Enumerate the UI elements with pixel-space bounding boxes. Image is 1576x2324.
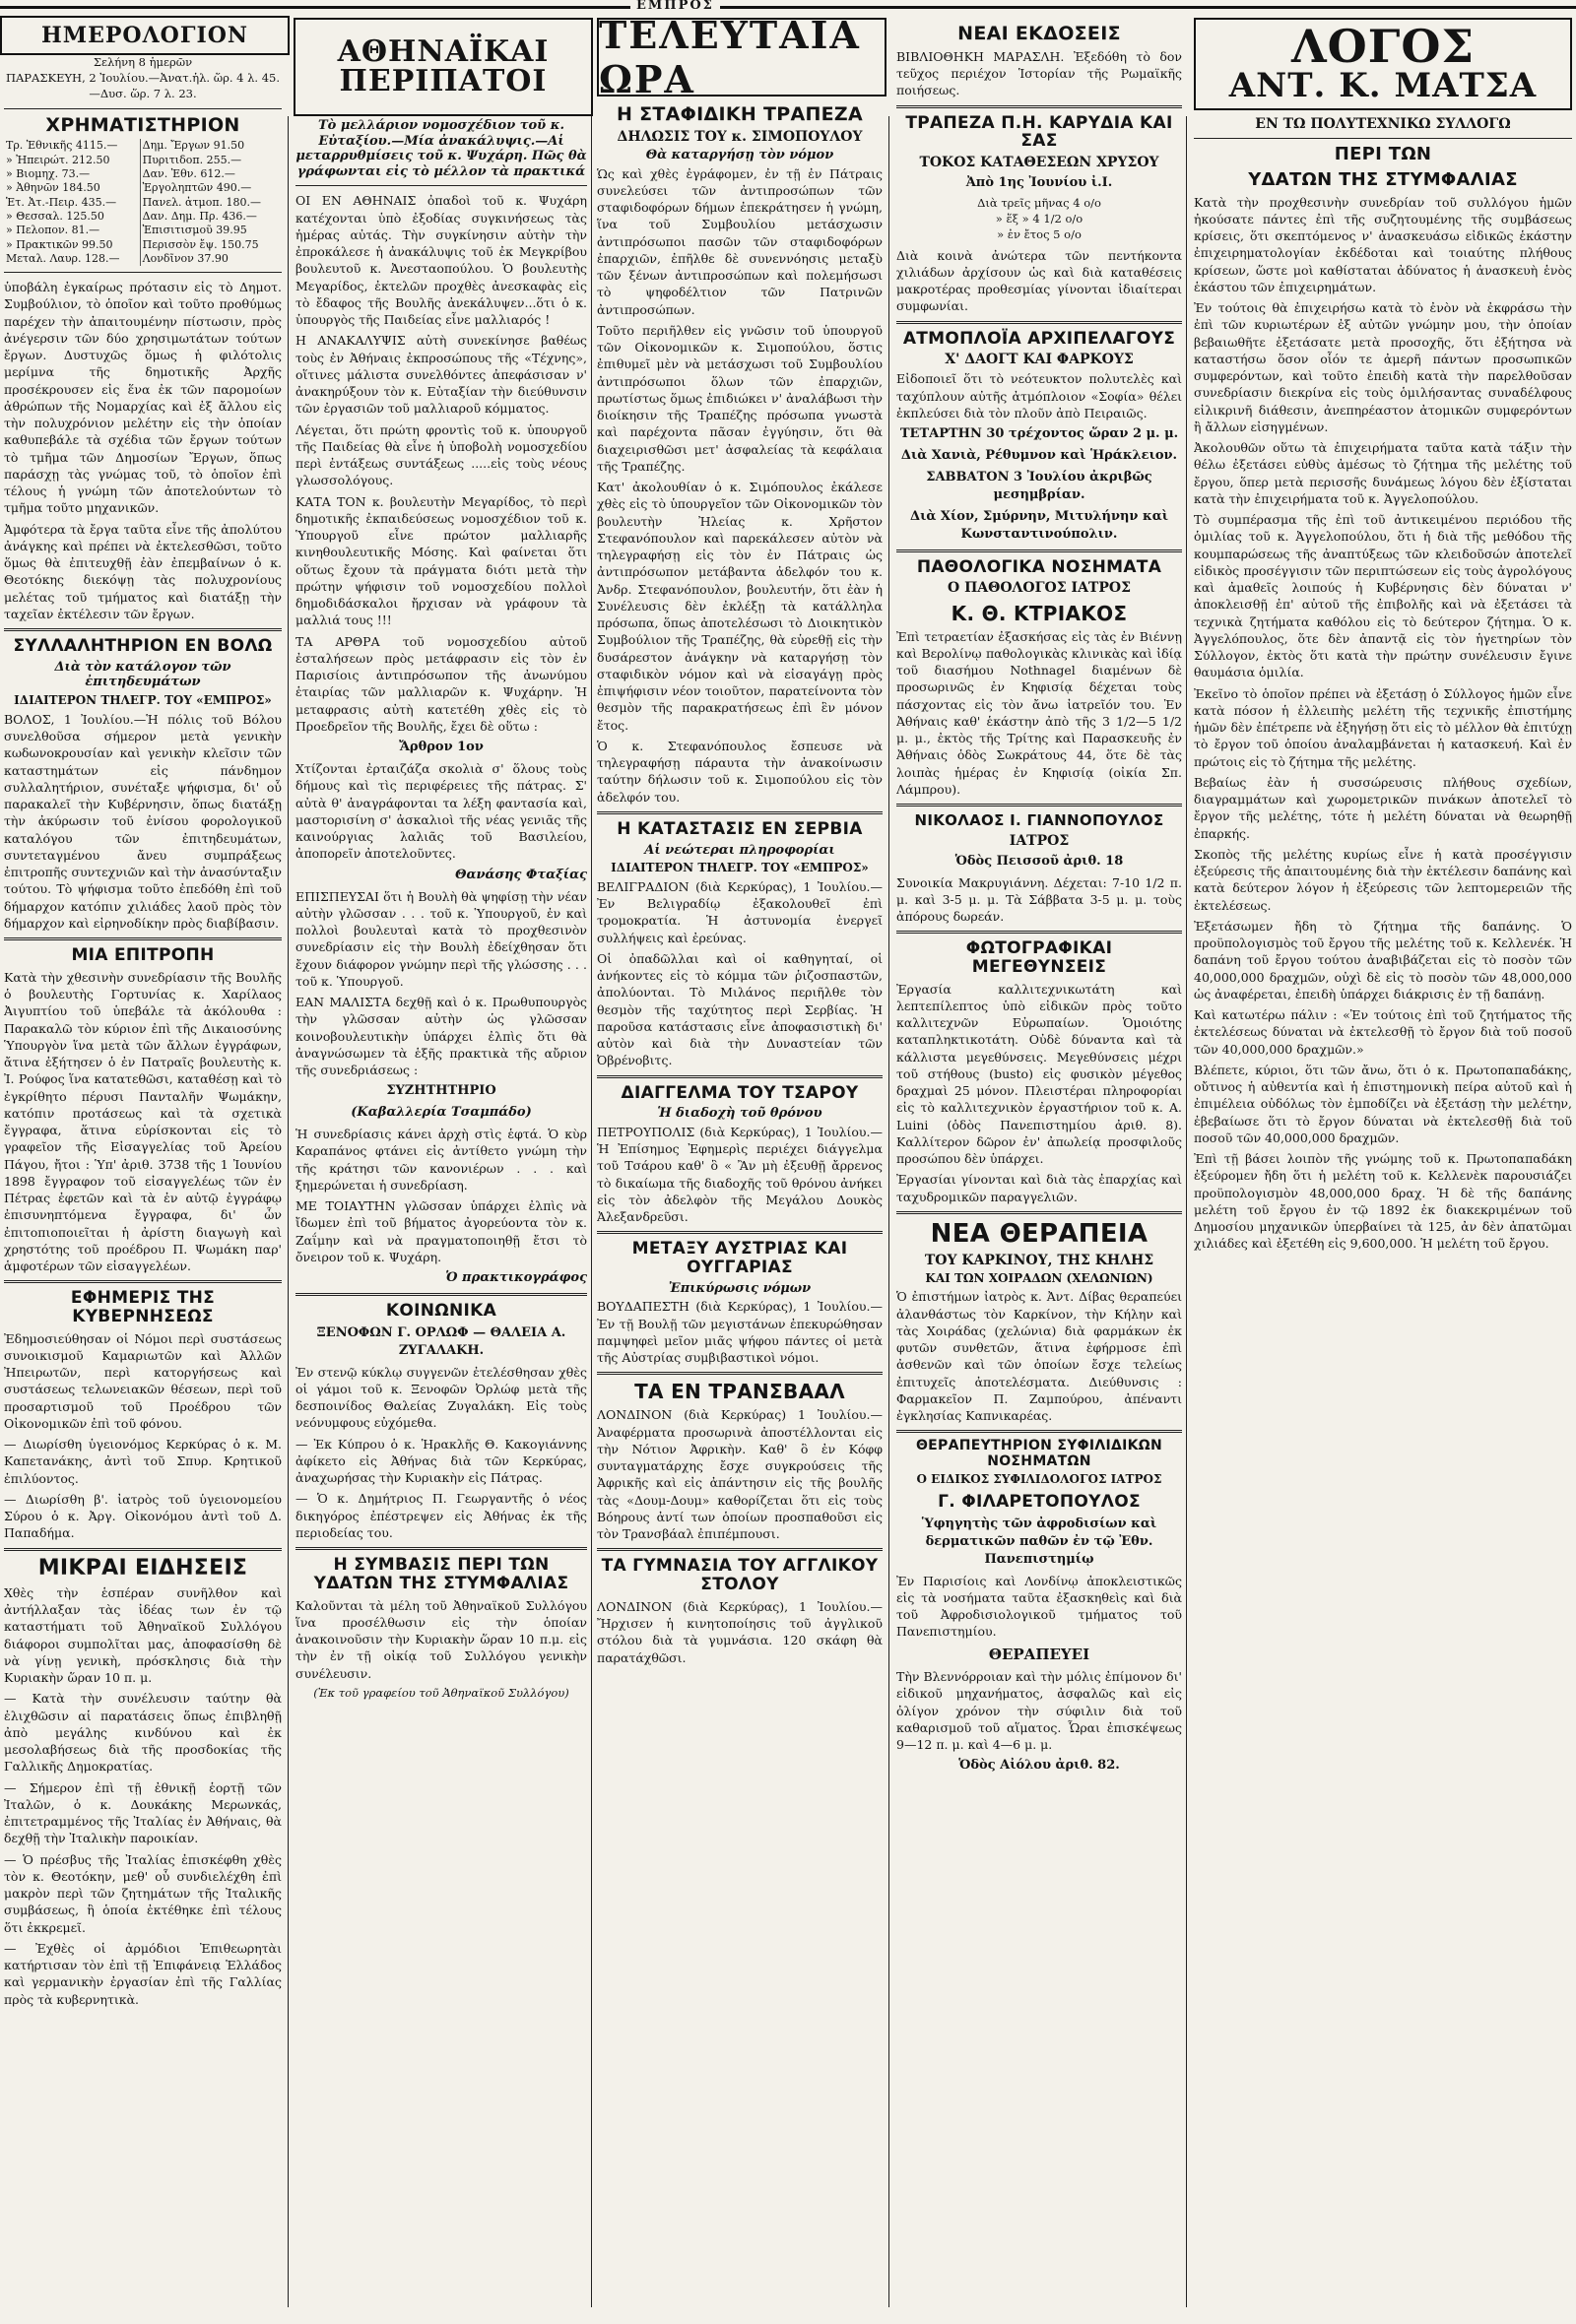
article-paragraph: ΛΟΝΔΙΝΟΝ (διὰ Κερκύρας) 1 Ἰουλίου.—Ἀναφέρματα προσωρινὰ ἀποστέλλονται εἰς τὴν Νότιον Ἀφρικὴν. Καθ' ὃ ἐν Κόφφ συνταγματάρχης ἔσχε συγκρούσεις τῆς Ἀφρικῆς καὶ εἰς ἀπάντησιν εἰς τῆς βουλῆς τὰς «Δουμ-Δουμ» καθορίζεται ὅτι εἰς τοὺς Βόηρους ἀντί των ὁποίων προσπαθοῦσι εἰς τὸν Τρανσβάαλ ἐπιπέμπουσι.: [597, 1407, 883, 1542]
last-hour-box: [597, 13, 886, 101]
article-paragraph: Ἐν τούτοις θὰ ἐπιχειρήσω κατὰ τὸ ἐνὸν νὰ ἐκφράσω τὴν ἐπὶ τῶν κυριωτέρων ἐξ αὐτῶν γνώμην μου, τὴν ὁποίαν βεβαιωθῆτε ἐξετάσατε μετὰ προσοχῆς, ὅτι ἐξήτησα νὰ καταστήσω ὅσον οἷόν τε ἀμερῆ πάντων προσωπικῶν συμφερόντων, καὶ τοῦτο ἐπειδὴ κατὰ τὴν παρελθοῦσαν συνεδρίασιν διεκρίνα εἰς τοὺς ὁμιλήσαντας συναδέλφους εἰλικρινῆ διάθεσιν, ἀνεπηρέαστον ἀτομικῶν συμφερόντων ἢ ἄλλων εἰσηγμένων.: [1194, 300, 1572, 434]
article-paragraph: Οἱ ὀπαδῶλλαι καὶ οἱ καθηγηταί, οἱ ἀνήκοντες εἰς τὸ κόμμα τῶν ῥιζοσπαστῶν, ἀπολύονται. Τὸ Μιλάνος περιῆλθε τὸν θεσμὸν τῆς ταχύτητος περὶ Σερβίας. Ἡ παροῦσα κατάστασις εἶνε ἀποφασιστικὴ δι' αὐτὸν καὶ διὰ τὴν Δυναστείαν τῶν Ὀβρένοβιτς.: [597, 950, 883, 1068]
article-paragraph: Ἐξετάσωμεν ἤδη τὸ ζήτημα τῆς δαπάνης. Ὁ προϋπολογισμὸς τοῦ ἔργου τῆς μελέτης τοῦ κ. Κελλενέκ. Ἡ δαπάνη τοῦ ἔργου τούτου ἀναβιβάζεται εἰς τὸ ποσὸν τῶν 40,000,000 δραχμῶν, οὐχὶ δὲ εἰς τὸ ποσὸν τῶν 48,000,000 ὡς ἀναφέρεται, ἐπειδὴ ὑπάρχει διάκρισις ἐν τῇ δαπάνῃ.: [1194, 918, 1572, 1001]
ephemeris-box: [0, 16, 290, 55]
bank-rate: » ἕξ » 4 1/2 ο/ο: [995, 211, 1084, 226]
article-paragraph: Βλέπετε, κύριοι, ὅτι τῶν ἄνω, ὅτι ὁ κ. Πρωτοπαπαδάκης, οὔτινος ἡ αὐθεντία καὶ ἡ ἐπιστημονικὴ πείρα αὐτοῦ καὶ ἡ ἐπιμέλεια οὐδόλως τὸν ἐμποδίζει νὰ ἐξετάσῃ τὴν μελέτην, ἐβεβαίωσε ὅτι τὸ ἔργον δύναται νὰ ἐκτελεσθῇ διὰ τοῦ ποσοῦ τῶν 40,000,000 δραχμῶν.: [1194, 1062, 1572, 1145]
article-paragraph: Ἀκολουθῶν οὕτω τὰ ἐπιχειρήματα ταῦτα κατὰ τάξιν τὴν θέλω ἐξετάσει εὐθὺς ἀμέσως τὸ ζήτημα τῆς μελέτης τοῦ ἔργου, ὅπερ μετὰ περισσῆς δυνάμεως λόγου δὲν ἐξίσταται κατὰ τὴν ἐπιχειρήματα τοῦ κ. Ἀγγελοπούλου.: [1194, 440, 1572, 506]
article-paragraph: Λέγεται, ὅτι πρώτη φροντὶς τοῦ κ. ὑπουργοῦ τῆς Παιδείας θὰ εἶνε ἡ ὑποβολὴ νομοσχεδίου περὶ ἐντάξεως συντάξεως .....εἰς τοὺς νέους γλωσσολόγους.: [296, 421, 587, 488]
clinic-credentials: Ὑφηγητὴς τῶν ἀφροδισίων καὶ δερματικῶν παθῶν ἐν τῷ Ἐθν. Πανεπιστημίῳ: [921, 1516, 1157, 1567]
headline-serbia: Η ΚΑΤΑΣΤΑΣΙΣ ΕΝ ΣΕΡΒΙΑ: [617, 818, 863, 839]
divider: [4, 1548, 282, 1551]
market-cell: » Βιομηχ. 73.—: [4, 167, 140, 181]
article-paragraph: Χθὲς τὴν ἑσπέραν συνῆλθον καὶ ἀντήλλαξαν τὰς ἰδέας των ἐν τῷ καταστήματι τοῦ Ἀθηναϊκοῦ Συλλόγου διάφοροι συμπολῖται μας, ἀποφασίσθη δὲ νὰ γίνῃ γενικὴ, πρόσκλησις διὰ τὴν Κυριακὴν ὥραν 10 π. μ.: [4, 1584, 282, 1686]
article-paragraph: ΠΕΤΡΟΥΠΟΛΙΣ (διὰ Κερκύρας), 1 Ἰουλίου.—Ἡ Ἐπίσημος Ἐφημερὶς περιέχει διάγγελμα τοῦ Τσάρου καθ' ὃ « Ἂν μὴ ἐξευθῇ ἄρρενος τὸ δικαίωμα τῆς διαδοχῆς τοῦ θρόνου ἀνήκει εἰς τὸν ἀδελφὸν τῆς Μεγάλου Δουκὸς Ἀλεξανδρεῦσι.: [597, 1124, 883, 1225]
clinic-doctor-name: Γ. ΦΙΛΑΡΕΤΟΠΟΥΛΟΣ: [938, 1492, 1141, 1513]
ad-paragraph: ΒΙΒΛΙΟΘΗΚΗ ΜΑΡΑΣΛΗ. Ἐξεδόθη τὸ δον τεῦχος περιέχον Ἱστορίαν τῆς Ρωμαϊκῆς ποιήσεως.: [896, 48, 1182, 98]
newspaper-name: ΕΜΠΡΟΣ: [630, 0, 720, 13]
athens-subheadline: Τὸ μελλάριον νομοσχέδιον τοῦ κ. Εὐταξίου.—Μία ἀνακάλυψις.—Αἱ μεταρρυθμίσεις τοῦ κ. Ψυχάρη. Πῶς θὰ γράφωνται εἰς τὸ μέλλον τὰ πρακτικά: [296, 118, 587, 179]
article-paragraph: — Ὁ κ. Δημήτριος Π. Γεωργαντῆς ὁ νέος δικηγόρος ἐπέστρεψεν εἰς Ἀθήνας ἐκ τῆς περιοδείας του.: [296, 1491, 587, 1540]
headline-government-gazette: ΕΦΗΜΕΡΙΣ ΤΗΣ ΚΥΒΕΡΝΗΣΕΩΣ: [70, 1288, 216, 1326]
shipping-destination: Διὰ Χανιὰ, Ρέθυμνον καὶ Ἡράκλειον.: [900, 448, 1178, 464]
article-paragraph: Η ΑΝΑΚΑΛΥΨΙΣ αὐτὴ συνεκίνησε βαθέως τοὺς ἐν Ἀθήναις ἐκπροσώπους τῆς «Τέχνης», οἵτινες μάλιστα συνελθόντες ἀπεφάσισαν ν' ἀνακηρύξουν τὸν κ. Εὐταξίαν τὴν διεύθυνσιν τῶν ἐργασιῶν τοῦ μαλλιαροῦ κόμματος.: [296, 333, 587, 417]
signature: Ὁ πρακτικογράφος: [445, 1270, 587, 1286]
market-cell: Λονδῖνον 37.90: [142, 251, 229, 265]
column-rule: [591, 116, 592, 2307]
headline-shipping: ΑΤΜΟΠΛΟΪΑ ΑΡΧΙΠΕΛΑΓΟΥΣ: [902, 328, 1176, 349]
divider: [296, 185, 587, 186]
article-paragraph: Βεβαίως ἐὰν ἡ συσσώρευσις πλήθους σχεδίων, διαγραμμάτων καὶ χωρομετρικῶν πινάκων ἀποτελεῖ τὸ ἔργον τῆς μελέτης, τότε ἡ μελέτη δύναται νὰ θεωρηθῇ ἐπαρκής.: [1194, 774, 1572, 841]
headline-austria-hungary: ΜΕΤΑΞΥ ΑΥΣΤΡΙΑΣ ΚΑΙ ΟΥΓΓΑΡΙΑΣ: [631, 1239, 848, 1278]
divider: [597, 1372, 883, 1375]
telegram-label: ΙΔΙΑΙΤΕΡΟΝ ΤΗΛΕΓΡ. ΤΟΥ «ΕΜΠΡΟΣ»: [14, 693, 272, 708]
article-paragraph: ΛΟΝΔΙΝΟΝ (διὰ Κερκύρας), 1 Ἰουλίου.—Ἤρχισεν ἡ κινητοποίησις τοῦ ἀγγλικοῦ στόλου διὰ τὰ γυμνάσια. 120 σκάφη θὰ παρατάχθῶσι.: [597, 1598, 883, 1665]
divider: [597, 1548, 883, 1551]
headline-new-editions: ΝΕΑΙ ΕΚΔΟΣΕΙΣ: [957, 23, 1121, 44]
divider: [4, 937, 282, 940]
signature: (Ἐκ τοῦ γραφείου τοῦ Ἀθηναϊκοῦ Συλλόγου): [313, 1685, 569, 1700]
market-cell: » Ἀθηνῶν 184.50: [4, 181, 140, 195]
market-title: ΧΡΗΜΑΤΙΣΤΗΡΙΟΝ: [45, 113, 240, 136]
headline-short-news: ΜΙΚΡΑΙ ΕΙΔΗΣΕΙΣ: [37, 1555, 248, 1581]
divider: [1194, 138, 1572, 139]
subheadline-law: Θὰ καταργήσῃ τὸν νόμον: [645, 147, 834, 162]
divider: [896, 1211, 1182, 1214]
article-paragraph: Καλοῦνται τὰ μέλη τοῦ Ἀθηναϊκοῦ Συλλόγου ἵνα προσέλθωσιν εἰς τὴν ὁποίαν ἀνακοινοῦσιν τὴν Κυριακὴν ὥραν 10 π.μ. εἰς τὴν ἐν τῇ οἰκίᾳ τοῦ Συλλόγου γενικὴν συνέλευσιν.: [296, 1597, 587, 1681]
bank-interest-title: ΤΟΚΟΣ ΚΑΤΑΘΕΣΕΩΝ ΧΡΥΣΟΥ: [919, 155, 1159, 171]
masthead: [0, 0, 1576, 14]
divider: [597, 1231, 883, 1234]
headline-currant-bank: Η ΣΤΑΦΙΔΙΚΗ ΤΡΑΠΕΖΑ: [616, 103, 864, 125]
social-names: ΞΕΝΟΦΩΝ Γ. ΟΡΛΩΦ — ΘΑΛΕΙΑ Α. ΖΥΓΑΛΑΚΗ.: [316, 1324, 566, 1358]
market-row: [4, 139, 282, 153]
article-paragraph: ΒΟΛΟΣ, 1 Ἰουλίου.—Ἡ πόλις τοῦ Βόλου συνελθοῦσα σήμερον μετὰ γενικὴν κωδωνοκρουσίαν καὶ γενικὴν κλεῖσιν τῶν καταστημάτων εἰς πάνδημον συλλαλητήριον, συνέταξε ψήφισμα, δι' οὗ παρακαλεῖ τὴν Κυβέρνησιν, ὅπως διατάξῃ τὴν ἀκύρωσιν τοῦ ἐνίσου φορολογικοῦ καταλόγου τῶν ἐπιτηδευμάτων, συντεταγμένου ἄνευ συμπράξεως ἐπιτροπῆς συντεχνιῶν καὶ τὴν ἀνασύνταξιν τούτου. Τὸ ψήφισμα τοῦτο ἐπεδόθη ἐπὶ τοῦ δήμαρχον κατόπιν χιλιάδες λαοῦ πρὸς τὸν δήμαρχον καὶ εἰρηνοδίκην πρὸς διαβίβασιν.: [4, 711, 282, 931]
article-paragraph: Τοῦτο περιῆλθεν εἰς γνῶσιν τοῦ ὑπουργοῦ τῶν Οἰκονομικῶν κ. Σιμοπούλου, ὅστις ἐπιθυμεῖ μὲν νὰ μετάσχωσι τοῦ Συμβουλίου ἀντιπρόσωποι ὅλων τῶν ἐπαρχιῶν, πρωτίστως ὅμως ἐπιδιώκει ν' ἀναλάβωσι τὴν διοίκησιν τῆς Τραπέζης πρόσωπα γνωστὰ καὶ παρέχοντα πᾶσαν ἐγγύησιν, ὅτι θὰ διαχειρισθῶσι μετ' ἀσφαλείας τὰ κεφάλαια τῆς Τραπέζης.: [597, 322, 883, 474]
ad-paragraph: Εἰδοποιεῖ ὅτι τὸ νεότευκτον πολυτελὲς καὶ ταχύπλουν αὐτῆς ἀτμόπλοιον «Σοφία» θέλει ἐκπλεύσει διὰ τὸν πλοῦν ἀπὸ Πειραιῶς.: [896, 371, 1182, 420]
article-title: Ἄρθρον 1ον: [399, 740, 484, 755]
headline-clinic: ΘΕΡΑΠΕΥΤΗΡΙΟΝ ΣΥΦΙΛΙΔΙΚΩΝ ΝΟΣΗΜΑΤΩΝ: [915, 1438, 1163, 1469]
article-paragraph: Κατ' ἀκολουθίαν ὁ κ. Σιμόπουλος ἐκάλεσε χθὲς εἰς τὸ ὑπουργεῖον τῶν Οἰκονομικῶν τὸν βουλευτὴν Ἠλείας κ. Χρῆστον Στεφανόπουλον καὶ παρεκάλεσεν αὐτὸν νὰ τηλεγραφήσῃ εἰς τὸν ἐν Πάτραις ὡς ἀντιπρόσωπον μετάβαντα ἀδελφόν του κ. Ἀνδρ. Στεφανόπουλον, βουλευτήν, ὅτι ἐὰν ἡ Συνέλευσις δὲν ἐκλέξῃ τὰ κατάλληλα πρόσωπα, ὅπως ἀποτελέσωσι τὸ Διοικητικὸν Συμβούλιον τῆς Τραπέζης, θὰ εὑρεθῇ εἰς τὴν δυσάρεστον ἀνάγκην νὰ καταργήσῃ τὸν σταφιδικὸν νόμον καὶ νὰ εἰσαγάγῃ πρὸς ἐπιψήφισιν νέον τοιοῦτον, παρατείνοντα τὸν θεσμὸν τῆς παρακρατήσεως ἐπὶ ἓν μόνον ἔτος.: [597, 480, 883, 733]
column-rule: [288, 116, 289, 2307]
therapy-subtitle: ΤΟΥ ΚΑΡΚΙΝΟΥ, ΤΗΣ ΚΗΛΗΣ: [924, 1252, 1154, 1268]
market-cell: Ἐργοληπτῶν 490.—: [142, 181, 252, 195]
market-cell: Μεταλ. Λαυρ. 128.—: [4, 252, 140, 266]
article-paragraph: Ὡς καὶ χθὲς ἐγράφομεν, ἐν τῇ ἐν Πάτραις συνελεύσει τῶν ἀντιπροσώπων τῶν σταφιδοφόρων δήμων ἐπεκράτησεν ἡ γνώμη, ἵνα τοῦ Συμβουλίου μετάσχωσιν ἀντιπρόσωποι πασῶν τῶν σταφιδοφόρων ἐπαρχιῶν, ἐπῆλθε δὲ συνεννόησις μεταξὺ τῶν ξένων ἀντιπροσώπων καὶ πολεμήσωσι τὸ ψηφοδέλτιον τῶν Πατρινῶν ἀντιπροσώπων.: [597, 165, 883, 317]
subheadline-tsar: Ἡ διαδοχὴ τοῦ θρόνου: [657, 1106, 822, 1122]
subheadline-austria: Ἐπικύρωσις νόμων: [668, 1280, 812, 1296]
article-paragraph: — Ἐκ Κύπρου ὁ κ. Ἡρακλῆς Θ. Κακογιάννης ἀφίκετο εἰς Ἀθήνας διὰ τῶν Κερκύρας, ἀναχωρήσας τὴν Κυριακὴν εἰς Πάτρας.: [296, 1436, 587, 1486]
market-row: [4, 154, 282, 167]
headline-transvaal: ΤΑ ΕΝ ΤΡΑΝΣΒΑΑΛ: [634, 1380, 845, 1404]
article-paragraph: Ἐν στενῷ κύκλῳ συγγενῶν ἐτελέσθησαν χθὲς οἱ γάμοι τοῦ κ. Ξενοφῶν Ὀρλώφ μετὰ τῆς δεσποινίδος Θαλείας Ζυγαλάκη. Εἰς τοὺς νεόνυμφους εὐχόμεθα.: [296, 1364, 587, 1431]
doctor-name: Κ. Θ. ΚΤΡΙΑΚΟΣ: [951, 601, 1128, 625]
market-cell: » Πρακτικῶν 99.50: [4, 238, 140, 252]
ad-paragraph: Τὴν Βλεννόρροιαν καὶ τὴν μόλις ἐπίμονον δι' εἰδικοῦ μηχανήματος, ἀσφαλῶς καὶ εἰς ὀλίγον χρόνον τὴν σύφιλιν διὰ τοῦ καθαρισμοῦ τοῦ αἵματος. Ὧραι ἐπισκέψεως 9—12 π. μ. καὶ 4—6 μ. μ.: [896, 1669, 1182, 1753]
bank-rate: » ἐν ἔτος 5 ο/ο: [997, 226, 1082, 241]
headline-last-hour: ΤΕΛΕΥΤΑΙΑ ΩΡΑ: [599, 13, 861, 101]
ad-paragraph: Ἐν Παρισίοις καὶ Λονδίνῳ ἀποκλειστικῶς εἰς τὰ νοσήματα ταῦτα ἐξασκηθεὶς καὶ διὰ τοῦ Ἀφροδισιολογικοῦ τμήματος τοῦ Πανεπιστημίου.: [896, 1573, 1182, 1640]
headline-tsar: ΔΙΑΓΓΕΛΜΑ ΤΟΥ ΤΣΑΡΟΥ: [621, 1082, 859, 1103]
bank-date: Ἀπὸ 1ης Ἰουνίου ἰ.Ι.: [965, 175, 1113, 191]
subheadline-declaration: ΔΗΛΩΣΙΣ ΤΟΥ κ. ΣΙΜΟΠΟΥΛΟΥ: [617, 128, 863, 145]
ephemeris-moon: Σελήνη 8 ἡμερῶν: [93, 55, 193, 69]
article-paragraph: Ἀμφότερα τὰ ἔργα ταῦτα εἶνε τῆς ἀπολύτου ἀνάγκης καὶ πρέπει νὰ ἐκτελεσθῶσι, τοῦτο ὅμως θὰ ἐπιτευχθῇ ἐὰν ἐπεμβαίνων ὁ κ. Θεοτόκης διεκόψῃ τὰς πολυχρονίους μελέτας τοῦ τμήματος καὶ διατάξῃ τὴν ταχεῖαν ἐκτέλεσιν τῶν ἔργων.: [4, 521, 282, 621]
doctor-address: Ὁδὸς Πεισσοῦ ἀριθ. 18: [954, 853, 1124, 869]
article-paragraph: Καὶ κατωτέρω πάλιν : «Ἐν τούτοις ἐπὶ τοῦ ζητήματος τῆς ἐκτελέσεως δύναται νὰ ἐκτελεσθῇ τὸ ἔργον διὰ τοῦ ποσοῦ τῶν 40,000,000 δραχμῶν.»: [1194, 1007, 1572, 1057]
column-5: [1194, 18, 1572, 1257]
market-cell: Πανελ. ἀτμοπ. 180.—: [142, 195, 262, 209]
article-paragraph: Κατὰ τὴν προχθεσινὴν συνεδρίαν τοῦ συλλόγου ἡμῶν ἠκούσατε πάντες ἐπὶ τῆς συζητουμένης τῆς συμβάσεως κρίσεις, ὅτι σκεπτόμενος ν' ἀνασκευάσω εἰδικῶς ἑκάστην ἐπιχειρηματολογίαν ἐκδέδοται καὶ τοιαύτης πλήθους κρίσεων, ὥστε μοὶ καθίσταται ἀδύνατος ἡ ἀνασκευὴ ἑνὸς ἑκάστου τῶν ἐπιχειρημάτων.: [1194, 194, 1572, 294]
article-paragraph: ΚΑΤΑ ΤΟΝ κ. βουλευτὴν Μεγαρίδος, τὸ περὶ δημοτικῆς ἐκπαιδεύσεως νομοσχέδιον τοῦ κ. Ὑπουργοῦ εἶνε πρώτον μαλλιαρῆς κινηθουλευτικῆς Μόσης. Καὶ φαίνεται ὅτι οὕτως ἔχουν τὰ πράγματα διότι μετὰ τὴν πρώτην ψήφισιν τοῦ νομοσχεδίου πολλοὶ δημοδιδάσκαλοι ἤρχισαν νὰ γράφουν τὰ μαλλιά τους !!!: [296, 493, 587, 628]
pathology-subtitle: Ο ΠΑΘΟΛΟΓΟΣ ΙΑΤΡΟΣ: [948, 580, 1131, 597]
doctor-title: ΙΑΤΡΟΣ: [1009, 832, 1070, 849]
market-cell: » Ἠπειρώτ. 212.50: [4, 154, 140, 167]
divider: [896, 804, 1182, 807]
headline-committee: ΜΙΑ ΕΠΙΤΡΟΠΗ: [71, 945, 215, 966]
clinic-address: Ὁδὸς Αἰόλου ἀριθ. 82.: [958, 1758, 1120, 1774]
subheadline-volos: Διὰ τὸν κατάλογον τῶν ἐπιτηδευμάτων: [54, 659, 231, 690]
article-paragraph: Χτίζονται ἐρταιζάζα σκολιὰ σ' ὅλους τοὺς δήμους καὶ τὶς περιφέρειες τῆς πάτρας. Σ' αὐτὰ θ' ἀναγράφονται τα λέξη φαντασία καὶ, μαστορισίνη σ' ἀσκαλιοὶ τῆς νέας γενιᾶς τῆς καινούργιας λαλιᾶς τοῦ Βασιλείου, ἀποπορεῖν ἀποτελοῦντες.: [296, 761, 587, 862]
telegram-label: ΙΔΙΑΙΤΕΡΟΝ ΤΗΛΕΓΡ. ΤΟΥ «ΕΜΠΡΟΣ»: [611, 861, 869, 875]
headline-therapy: ΝΕΑ ΘΕΡΑΠΕΙΑ: [930, 1218, 1149, 1249]
article-paragraph: — Διωρίσθη ὑγειονόμος Κερκύρας ὁ κ. Μ. Καπετανάκης, ἀντὶ τοῦ Σπυρ. Κρητικοῦ ἐπιλύοντος.: [4, 1437, 282, 1486]
market-row: [4, 252, 282, 266]
column-rule: [1186, 116, 1187, 2307]
divider: [896, 1430, 1182, 1433]
article-paragraph: Ἡ συνεδρίασις κάνει ἀρχὴ στὶς ἑφτά. Ὁ κὺρ Καραπάνος φτάνει εἰς ἀντίθετο γνώμη τὴν τῆς κράτησι τῶν κανονιέρων . . . καὶ ξημερώνεται ἡ συνεδρίαση.: [296, 1127, 587, 1193]
market-cell: Δημ. Ἔργων 91.50: [142, 139, 245, 153]
divider: [4, 108, 282, 109]
therapy-subtitle: ΚΑΙ ΤΩΝ ΧΟΙΡΑΔΩΝ (ΧΕΛΩΝΙΩΝ): [925, 1270, 1153, 1285]
ad-paragraph: Ὁ ἐπιστήμων ἰατρὸς κ. Ἀντ. Δίβας θεραπεύει ἀλανθάστως τὸν Καρκίνον, τὴν Κήλην καὶ τὰς Χοιράδας (χελώνια) διὰ φαρμάκων ἐκ φυτῶν συνθετῶν, ἅτινα ἐφήρμοσε ἐπὶ ἀσθενῶν καὶ τῶν ὁποίων ἔσχε τελείως ἐπιτυχεῖς ἀποτελέσματα. Διεύθυνσις : Φαρμακεῖον Π. Ζαμπούρου, ἀπέναντι ἐγκλησίας Καπνικαρέας.: [896, 1289, 1182, 1424]
market-row: [4, 196, 282, 210]
market-cell: Ἑτ. Ἀτ.-Πειρ. 435.—: [4, 196, 140, 210]
speech-header-box: [1194, 18, 1572, 110]
article-paragraph: — Κατὰ τὴν συνέλευσιν ταύτην θὰ ἐλιχθῶσιν αἱ παρατάσεις ὅπως ἐπιβληθῇ ἀπὸ μεγάλης κινδύνου καὶ ἐκ μεσολαβήσεως διὰ τῆς προσδοκίας τῆς Γαλλικῆς Δημοκρατίας.: [4, 1691, 282, 1775]
market-row: [4, 224, 282, 237]
article-paragraph: ΕΑΝ ΜΑΛΙΣΤΑ δεχθῇ καὶ ὁ κ. Πρωθυπουργὸς τὴν γλῶσσαν αὐτὴν ὡς γλῶσσαν κοινοβουλευτικὴν ὑπάρχει ἐλπὶς ὅτι θὰ ἀναγνώσωμεν τὰ ἑξῆς πρακτικὰ τῆς αὔριον τῆς συνεδριάσεως :: [296, 995, 587, 1077]
article-paragraph: Ἐπὶ τῇ βάσει λοιπὸν τῆς γνώμης τοῦ κ. Πρωτοπαπαδάκη ἐξεύρομεν ἤδη ὅτι ἡ μελέτη τοῦ κ. Κελλενὲκ παρουσιάζει προϋπολογισμὸν 48,000,000 δραχ. Ἡ δὲ τῆς δαπάνης μελέτη τοῦ ἔργου ἐν τῷ 1892 ἐκ διακεκριμένων τοῦ Δημοσίου μηχανικῶν ὑπερβαίνει τὰ 125, ἀν δὲν ἀπατῶμαι χιλιάδες καὶ ἐξετέθη εἰς 9,600,000. Ἡ μελέτη τοῦ ἔργου.: [1194, 1151, 1572, 1252]
article-paragraph: ὑποβάλη ἐγκαίρως πρότασιν εἰς τὸ Δημοτ. Συμβούλιον, τὸ ὁποῖον καὶ τοῦτο προθύμως παρέχεν τὴν ἀπαιτουμένην πίστωσιν, πρὸς ἀνέγερσιν τῶν δύο χρησιμωτάτων τούτων ἔργων. Δυστυχῶς ὅμως ἡ φιλότολις μερίμνα τῆς δημοτικῆς Ἀρχῆς προσέκρουσεν εἰς ἕνα ἐκ τῶν παρομοίων ἀθρώπων τῆς Νομαρχίας καὶ ἐξ ἄλλου εἰς τὴν πολυχρόνιον μελέτην εἰς τὴν ὁποίαν καθυπεβάλε τὰ σχέδια τῶν ἔργων τούτων τὸ τμῆμα τῶν Δημοσίων Ἔργων, ὅπως παράσχῃ τὰς γνώμας τοῦ, τὸ ὁποῖον ἐπὶ τέλους ἡ γνώμη τῶν ἀποτελούντων τὸ τμῆμα τοῦτο μηχανικῶν.: [4, 280, 282, 516]
headline-fleet: ΤΑ ΓΥΜΝΑΣΙΑ ΤΟΥ ΑΓΓΛΙΚΟΥ ΣΤΟΛΟΥ: [601, 1556, 879, 1595]
divider: [4, 272, 282, 273]
divider: [896, 105, 1182, 108]
article-paragraph: — Ὁ πρέσβυς τῆς Ἰταλίας ἐπισκέφθη χθὲς τὸν κ. Θεοτόκην, μεθ' οὗ συνδιελέχθη ἐπὶ μακρὸν περὶ τῶν ζητημάτων τῆς Ἰταλικῆς συμβάσεως, ἣ ὁποία ἐκτέθηκε ἐπὶ τέλους ὅτι ἐκκρεμεῖ.: [4, 1851, 282, 1935]
speech-topic: ΠΕΡΙ ΤΩΝ: [1334, 144, 1432, 165]
headline-pathology: ΠΑΘΟΛΟΓΙΚΑ ΝΟΣΗΜΑΤΑ: [916, 556, 1162, 577]
market-cell: Περισσὸν ἔψ. 150.75: [142, 237, 259, 251]
divider: [4, 628, 282, 631]
market-cell: » Θεσσαλ. 125.50: [4, 210, 140, 224]
ad-paragraph: Διὰ κοινὰ ἀνώτερα τῶν πεντήκοντα χιλιάδων ἀρχίσουν ὡς καὶ διὰ καταθέσεις μακροτέρας προθεσμίας γίνονται ἰδιαίτεραι συμφωνίαι.: [896, 247, 1182, 314]
market-table: [4, 139, 282, 266]
market-row: [4, 181, 282, 195]
headline-athens: ΑΘΗΝΑΪΚΑΙ ΠΕΡΙΠΑΤΟΙ: [337, 34, 550, 98]
divider: [597, 1075, 883, 1078]
headline-convention: Η ΣΥΜΒΑΣΙΣ ΠΕΡΙ ΤΩΝ ΥΔΑΤΩΝ ΤΗΣ ΣΤΥΜΦΑΛΙΑΣ: [313, 1555, 569, 1593]
clinic-treats: ΘΕΡΑΠΕΥΕΙ: [988, 1645, 1090, 1663]
article-paragraph: Σκοπὸς τῆς μελέτης κυρίως εἶνε ἡ κατὰ προσέγγισιν ἐξεύρεσις τῆς ἀπαιτουμένης διὰ τὴν ἐκτέλεσιν δαπάνης καὶ κατὰ δεύτερον λόγον ἡ ἐξεύρεσις τῶν λεπτομερειῶν τῆς ἐκτελέσεως.: [1194, 846, 1572, 913]
article-paragraph: Ὁ κ. Στεφανόπουλος ἔσπευσε νὰ τηλεγραφήσῃ πάραυτα τὴν ἀνακοίνωσιν ταύτην δήλωσιν τοῦ κ. Σιμοπούλου εἰς τὸν ἀδελφόν του.: [597, 738, 883, 805]
article-paragraph: ΕΠΙΣΠΕΥΣΑΙ ὅτι ἡ Βουλὴ θὰ ψηφίσῃ τὴν νέαν αὐτὴν γλῶσσαν . . . τοῦ κ. Ὑπουργοῦ, ἐν καὶ πολλοὶ βουλευταὶ κατὰ τὸ προχθεσινὸν συνεδρίασιν εἰς τὴν Βουλὴ ἐδείχθησαν ὅτι ἔχουν διάφορον γνώμην περὶ τῆς γλώσσης . . . τοῦ κ. Ὑπουργοῦ.: [296, 888, 587, 989]
article-paragraph: Τὸ συμπέρασμα τῆς ἐπὶ τοῦ ἀντικειμένου περιόδου τῆς ὁμιλίας τοῦ κ. Ἀγγελοπούλου, ὅτι ἡ διὰ τῆς μεθόδου τῆς κουμπαρώσεως τῆς ἀναπτύξεως τῶν κλειδοῦσών ἀποτελεῖ εἰδικὸς προσέγγισιν τῶν περιπτώσεων εἰς τοὺς ἀγρολόγους καὶ ἀμαθεῖς λοιπούς ἡ Κυβέρνησις δὲν δύναται ν' ἀποκλεισθῇ ἐπ' αὐτοῦ τῆς ἐπιβολῆς καὶ νὰ ἐξετάσει τὰ τεχνικὰ ζητήματα καθόλου εἰς τὸ δεύτερον ζήτημα. Ὁ κ. Ἀγγελόπουλος, ὅτε δὲν ἀπαντᾷ εἰς τὸν ἡγετηρίων τὸν Σύλλογον, ἐκτὸς ὅτι κατὰ τὴν πρώτην συνέλευσιν ἔγινε θαυμάσια ὁμιλία.: [1194, 512, 1572, 680]
article-paragraph: — Διωρίσθη β'. ἰατρὸς τοῦ ὑγειονομείου Σύρου ὁ κ. Ἀργ. Οἰκονόμου ἀντὶ τοῦ Δ. Παπαδήμα.: [4, 1491, 282, 1541]
article-paragraph: Κατὰ τὴν χθεσινὴν συνεδρίασιν τῆς Βουλῆς ὁ βουλευτὴς Γορτυνίας κ. Χαρίλαος Ἀιγυπτίου τοῦ ὑπεβάλε τὰ ἀκόλουθα : Παρακαλῶ τὸν κύριον ἐπὶ τῆς Δικαιοσύνης Ὑπουργὸν ἵνα μετὰ τῶν ἄλλων ἐγγράφων, ἄτινα ἐξήτησεν ὁ ἐν Πατραῖς βουλευτὴς κ. Ἰ. Ρούφος ἵνα κατατεθῶσι, καταθέσῃ καὶ τὸ ἐγκρίθητο πέρυσι Πανταλῆν Ψωμάκην, κατόπιν προτάσεως καὶ τὰ σχετικὰ ἔγγραφα, ἅτινα εὑρίσκονται εἰς τὸ γραφεῖον τῆς Εἰσαγγελίας τοῦ Ἀρείου Πάγου, ἤτοι : Ὑπ' ἀριθ. 3738 τῆς 1 Ἰουνίου 1898 ἔγγραφον τοῦ εἰσαγγελέως τῶν ἐν Πέτρας ἐφετῶν καὶ τὰ ἐν αὐτῷ ἐγγράφῳ ἐπισυνηπτόμενα ἔγγραφα, δι' ὧν ἐπιτοπιοποιεῖται ἡ ἀρίστη διαγωγὴ καὶ χρηστότης τοῦ προέδρου Π. Ψωμάκη παρ' ἁμφοτέρων τῶν εἰσαγγελέων.: [4, 969, 282, 1273]
market-cell: Δαν. Ἐθν. 612.—: [142, 167, 235, 181]
divider: [896, 931, 1182, 934]
subheadline-serbia: Αἱ νεώτεραι πληροφορίαι: [644, 842, 835, 858]
shipping-departure: ΤΕΤΑΡΤΗΝ 30 τρέχοντος ὥραν 2 μ. μ.: [899, 426, 1179, 442]
signature: Θανάσης Φταξίας: [455, 867, 587, 882]
headline-bank-ad: ΤΡΑΠΕΖΑ Π.Η. ΚΑΡΥΔΙΑ ΚΑΙ ΣΑΣ: [905, 112, 1173, 152]
clinic-subtitle: Ο ΕΙΔΙΚΟΣ ΣΥΦΙΛΙΔΟΛΟΓΟΣ ΙΑΤΡΟΣ: [916, 1472, 1162, 1487]
ad-paragraph: Ἐργασίαι γίνονται καὶ διὰ τὰς ἐπαρχίας καὶ ταχυδρομικῶν παραγγελιῶν.: [896, 1172, 1182, 1204]
divider: [896, 549, 1182, 552]
ad-paragraph: Συνοικία Μακρυγιάννη. Δέχεται: 7-10 1/2 π. μ. καὶ 3-5 μ. μ. Τὰ Σάββατα 3-5 μ. μ. τοὺς ἀπόρους δωρεάν.: [896, 874, 1182, 925]
market-row: [4, 238, 282, 252]
article-paragraph: ΒΕΛΙΓΡΑΔΙΟΝ (διὰ Κερκύρας), 1 Ἰουλίου.—Ἐν Βελιγραδίῳ ἐξακολουθεῖ ἐπὶ τρομοκρατία. Ἡ ἀστυνομία ἐνεργεῖ συλλήψεις καὶ ἐρεύνας.: [597, 878, 883, 945]
divider: [296, 1293, 587, 1296]
market-cell: Δαν. Δημ. Πρ. 436.—: [142, 209, 257, 223]
article-paragraph: — Ἐχθὲς οἱ ἀρμόδιοι Ἐπιθεωρητὰι κατήρτισαν τὸν ἐπὶ τῇ Ἐπιφάνειᾳ Ἑλλάδος καὶ γερμανικὴν ἐργασίαν ἐπὶ τῆς Γαλλίας πρὸς τὰ κυβερνητικὰ.: [4, 1940, 282, 2007]
bank-rate: Διὰ τρεῖς μῆνας 4 ο/ο: [977, 196, 1101, 211]
speech-author: ΑΝΤ. Κ. ΜΑΤΣΑ: [1228, 66, 1538, 105]
speech-venue: ΕΝ ΤΩ ΠΟΛΥΤΕΧΝΙΚΩ ΣΥΛΛΟΓΩ: [1255, 116, 1511, 132]
column-4: [896, 18, 1182, 1778]
masthead-rule: [0, 6, 1576, 9]
market-row: [4, 210, 282, 224]
headline-doctor: ΝΙΚΟΛΑΟΣ Ι. ΓΙΑΝΝΟΠΟΥΛΟΣ: [914, 811, 1164, 830]
market-row: [4, 167, 282, 181]
market-cell: Τρ. Ἐθνικῆς 4115.—: [4, 139, 140, 153]
section-subtitle: (Καβαλλερία Τσαμπάδο): [351, 1105, 532, 1121]
divider: [4, 1280, 282, 1283]
speech-title: ΛΟΓΟΣ: [1290, 20, 1475, 73]
shipping-departure: ΣΑΒΒΑΤΟΝ 3 Ἰουλίου ἀκριβῶς μεσημβρίαν.: [926, 470, 1152, 502]
column-1: [4, 55, 282, 2012]
ad-paragraph: Ἐργασία καλλιτεχνικωτάτη καὶ λεπτεπίλεπτος ὑπὸ εἰδικῶν πρὸς τοῦτο καλλιτεχνῶν Εὐρωπαίων. Ὁμοιότης καταπληκτικοτάτη. Οὐδὲ δύναντα καὶ τὰ κάλλιστα μεγεθύνσεις. Μεγεθύνσεις μέχρι τοῦ στήθους (busto) εἰς φυσικὸν μέγεθος δραχμαὶ 25 μόνον. Πλειστέραι πληροφορίαι εἰς τὸ καλλιτεχνικὸν ἐργαστήριον τοῦ κ. Α. Luini (ὁδὸς Πανεπιστημίου ἀριθ. 8). Καλλίτερον δῶρον ἐν' ἀπωλείᾳ προσφιλοῦς προσώπου δὲν ὑπάρχει.: [896, 981, 1182, 1167]
ad-paragraph: Ἐπὶ τετραετίαν ἐξασκήσας εἰς τὰς ἐν Βιέννῃ καὶ Βερολίνῳ παθολογικὰς κλινικὰς καὶ ἰδίᾳ τοῦ διασήμου Nothnagel διαμένων δὲ προσωρινῶς ἐν Κηφισίᾳ δέχεται τοὺς πάσχοντας εἰς τὸν ἄνω ἰατρεῖόν του. Ἐν Ἀθήναις καθ' ἑκάστην ἀπὸ τῆς 3 1/2—5 1/2 μ. μ., ἐκτὸς τῆς Τρίτης καὶ Παρασκευῆς ἐν Ἀθήναις ὁδὸς Σωκράτους 44, ὅτε δὲ τὰς λοιπὰς ἡμέρας ἐν Κηφισίᾳ (οἰκία Σπ. Λάμπρου).: [896, 628, 1182, 797]
headline-social: ΚΟΙΝΩΝΙΚΑ: [385, 1301, 497, 1322]
article-paragraph: Ἐκεῖνο τὸ ὁποῖον πρέπει νὰ ἐξετάσῃ ὁ Σύλλογος ἡμῶν εἶνε κατὰ πόσον ἡ ἐλλειπὴς μελέτη τῆς τεχνικῆς ἐπιστήμης ἡμῶν δὲν ἐπέτρεπε νὰ ἐξηγήσῃ ὅτι εἰς τὸ μέλλον θὰ ἐπιτύχῃ τὸ ἔργον τοῦ ὁποίου ἀναλαμβάνεται ἡ κατασκευή. Καὶ ἐν πρώτοις εἰς τὸ ζήτημα τῆς μελέτης.: [1194, 685, 1572, 769]
divider: [896, 321, 1182, 324]
athens-headline-box: [294, 18, 593, 116]
speech-topic: ΥΔΑΤΩΝ ΤΗΣ ΣΤΥΜΦΑΛΙΑΣ: [1248, 168, 1518, 190]
market-cell: » Πελοπον. 81.—: [4, 224, 140, 237]
article-paragraph: ΟΙ ΕΝ ΑΘΗΝΑΙΣ ὀπαδοὶ τοῦ κ. Ψυχάρη κατέχονται ὑπὸ ἐξοδίας συγκινήσεως τὰς ἡμέρας αὐτάς. Τὴν συγκίνησιν αὐτὴν τὴν ἐπροκάλεσε ἡ ἀνακάλυψις τοῦ ἐκ Μεγκρίβου βουλευτοῦ κ. Ἀνεσταοπούλου. Ὁ βουλευτὴς Μεγαρίδος, ἐκτελῶν προχθὲς ἀνεσκαφὰς εἰς τὸ ἔδαφος τῆς Βουλῆς ἀνεκάλυψεν...ὅτι ὁ κ. ὑπουργὸς τῆς Παιδείας εἶνε μαλλιαρός !: [296, 193, 587, 328]
column-2: [296, 116, 587, 1706]
headline-photo: ΦΩΤΟΓΡΑΦΙΚΑΙ ΜΕΓΕΘΥΝΣΕΙΣ: [965, 938, 1113, 978]
shipping-destination: Διὰ Χίον, Σμύρνην, Μιτυλήνην καὶ Κωνσταντινούπολιν.: [909, 508, 1168, 542]
headline-volos: ΣΥΛΛΑΛΗΤΗΡΙΟΝ ΕΝ ΒΟΛΩ: [13, 636, 273, 657]
column-3: [597, 98, 883, 1670]
divider: [296, 1547, 587, 1550]
section-title: ΣΥΖΗΤΗΤΗΡΙΟ: [386, 1083, 496, 1099]
market-cell: Ἐπισιτισμοῦ 39.95: [142, 224, 247, 237]
divider: [597, 811, 883, 814]
market-cell: Πυριτιδοπ. 255.—: [142, 153, 242, 166]
ephemeris-title: ΗΜΕΡΟΛΟΓΙΟΝ: [40, 23, 249, 48]
article-paragraph: ΒΟΥΔΑΠΕΣΤΗ (διὰ Κερκύρας), 1 Ἰουλίου.—Ἐν τῇ Βουλῇ τῶν μεγιστάνων ἐπεκυρώθησαν παμψηφεὶ μεῖον μιᾶς ψήφου πάντες οἱ μετὰ τῆς Αὐστρίας συμβιβαστικοὶ νόμοι.: [597, 1299, 883, 1366]
ephemeris-date: ΠΑΡΑΣΚΕΥΗ, 2 Ἰουλίου.—Ἀνατ.ἡλ. ὥρ. 4 λ. 45.—Δυσ. ὥρ. 7 λ. 23.: [5, 70, 281, 100]
shipping-subtitle: Χ' ΔΑΟΓΤ ΚΑΙ ΦΑΡΚΟΥΣ: [945, 352, 1134, 368]
article-paragraph: ΜΕ ΤΟΙΑΥΤΗΝ γλῶσσαν ὑπάρχει ἐλπὶς νὰ ἴδωμεν ἐπὶ τοῦ βήματος ἀγορεύοντα τὸν κ. Ζαΐμην καὶ νὰ πραγματοποιηθῇ ἔτσι τὸ ὄνειρον τοῦ κ. Ψυχάρη.: [296, 1198, 587, 1264]
article-paragraph: — Σήμερον ἐπὶ τῇ ἐθνικῇ ἑορτῇ τῶν Ἰταλῶν, ὁ κ. Δουκάκης Μερωνκάς, ἐπιτετραμμένος τῆς Ἰταλίας ἐν Ἀθήναις, θὰ δεχθῇ τὴν Ἰταλικὴν παροικίαν.: [4, 1779, 282, 1846]
column-rule: [888, 116, 889, 2307]
article-paragraph: Ἐδημοσιεύθησαν οἱ Νόμοι περὶ συστάσεως συνοικισμοῦ Καμαριωτῶν καὶ Ἀλλῶν Ἠπειρωτῶν, περὶ κατοργήσεως καὶ συστάσεως τελωνειακῶν θέσεων, περὶ τοῦ προσαρτισμοῦ τοῦ Προέδρου τῶν Οἰκονομικῶν ἐπὶ τοῦ φόνου.: [4, 1330, 282, 1431]
article-paragraph: ΤΑ ΑΡΘΡΑ τοῦ νομοσχεδίου αὐτοῦ ἐσταλήσεων πρὸς μετάφρασιν εἰς τὸν ἐν Παρισίοις ἀντιπρόσωπον τῆς ἀνωνύμου ἑταιρίας τῶν μαλλιαρῶν κ. Ψυχάρην. Ἡ μεταφρασις αὐτὴ κατετέθη χθὲς εἰς τὸ Προεδρεῖον τῆς Βουλῆς, ἔχει δὲ οὕτω :: [296, 633, 587, 734]
